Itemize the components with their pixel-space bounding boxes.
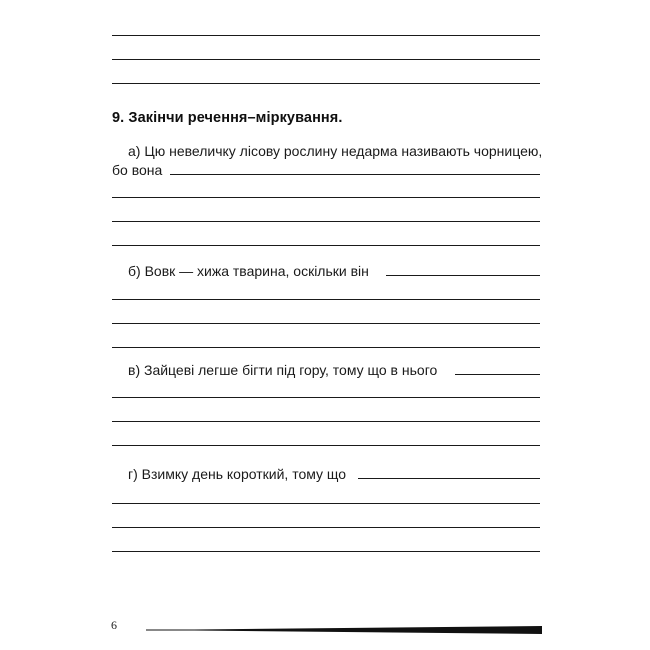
writing-line: [112, 35, 540, 36]
writing-line[interactable]: [112, 347, 540, 348]
writing-line[interactable]: [112, 221, 540, 222]
writing-line[interactable]: [112, 551, 540, 552]
footer-decorative-bar: [146, 625, 542, 635]
writing-line[interactable]: [112, 527, 540, 528]
task-title: 9. Закінчи речення–міркування.: [112, 110, 343, 126]
writing-line: [112, 59, 540, 60]
answer-line-a[interactable]: [170, 174, 540, 175]
answer-line-d[interactable]: [358, 478, 540, 479]
item-c-text: в) Зайцеві легше бігти під гору, тому що в нього: [128, 362, 438, 378]
writing-line[interactable]: [112, 299, 540, 300]
page-number: 6: [111, 618, 117, 632]
item-d-text: г) Взимку день короткий, тому що: [128, 466, 347, 482]
writing-line[interactable]: [112, 245, 540, 246]
writing-line[interactable]: [112, 397, 540, 398]
item-a-continuation: бо вона: [112, 162, 163, 178]
item-b-text: б) Вовк — хижа тварина, оскільки він: [128, 263, 369, 279]
item-a-text: а) Цю невеличку лісову рослину недарма називають чорницею,: [128, 143, 543, 159]
writing-line[interactable]: [112, 421, 540, 422]
writing-line[interactable]: [112, 445, 540, 446]
writing-line[interactable]: [112, 197, 540, 198]
writing-line[interactable]: [112, 323, 540, 324]
answer-line-b[interactable]: [386, 275, 540, 276]
answer-line-c[interactable]: [455, 374, 540, 375]
writing-line: [112, 83, 540, 84]
writing-line[interactable]: [112, 503, 540, 504]
